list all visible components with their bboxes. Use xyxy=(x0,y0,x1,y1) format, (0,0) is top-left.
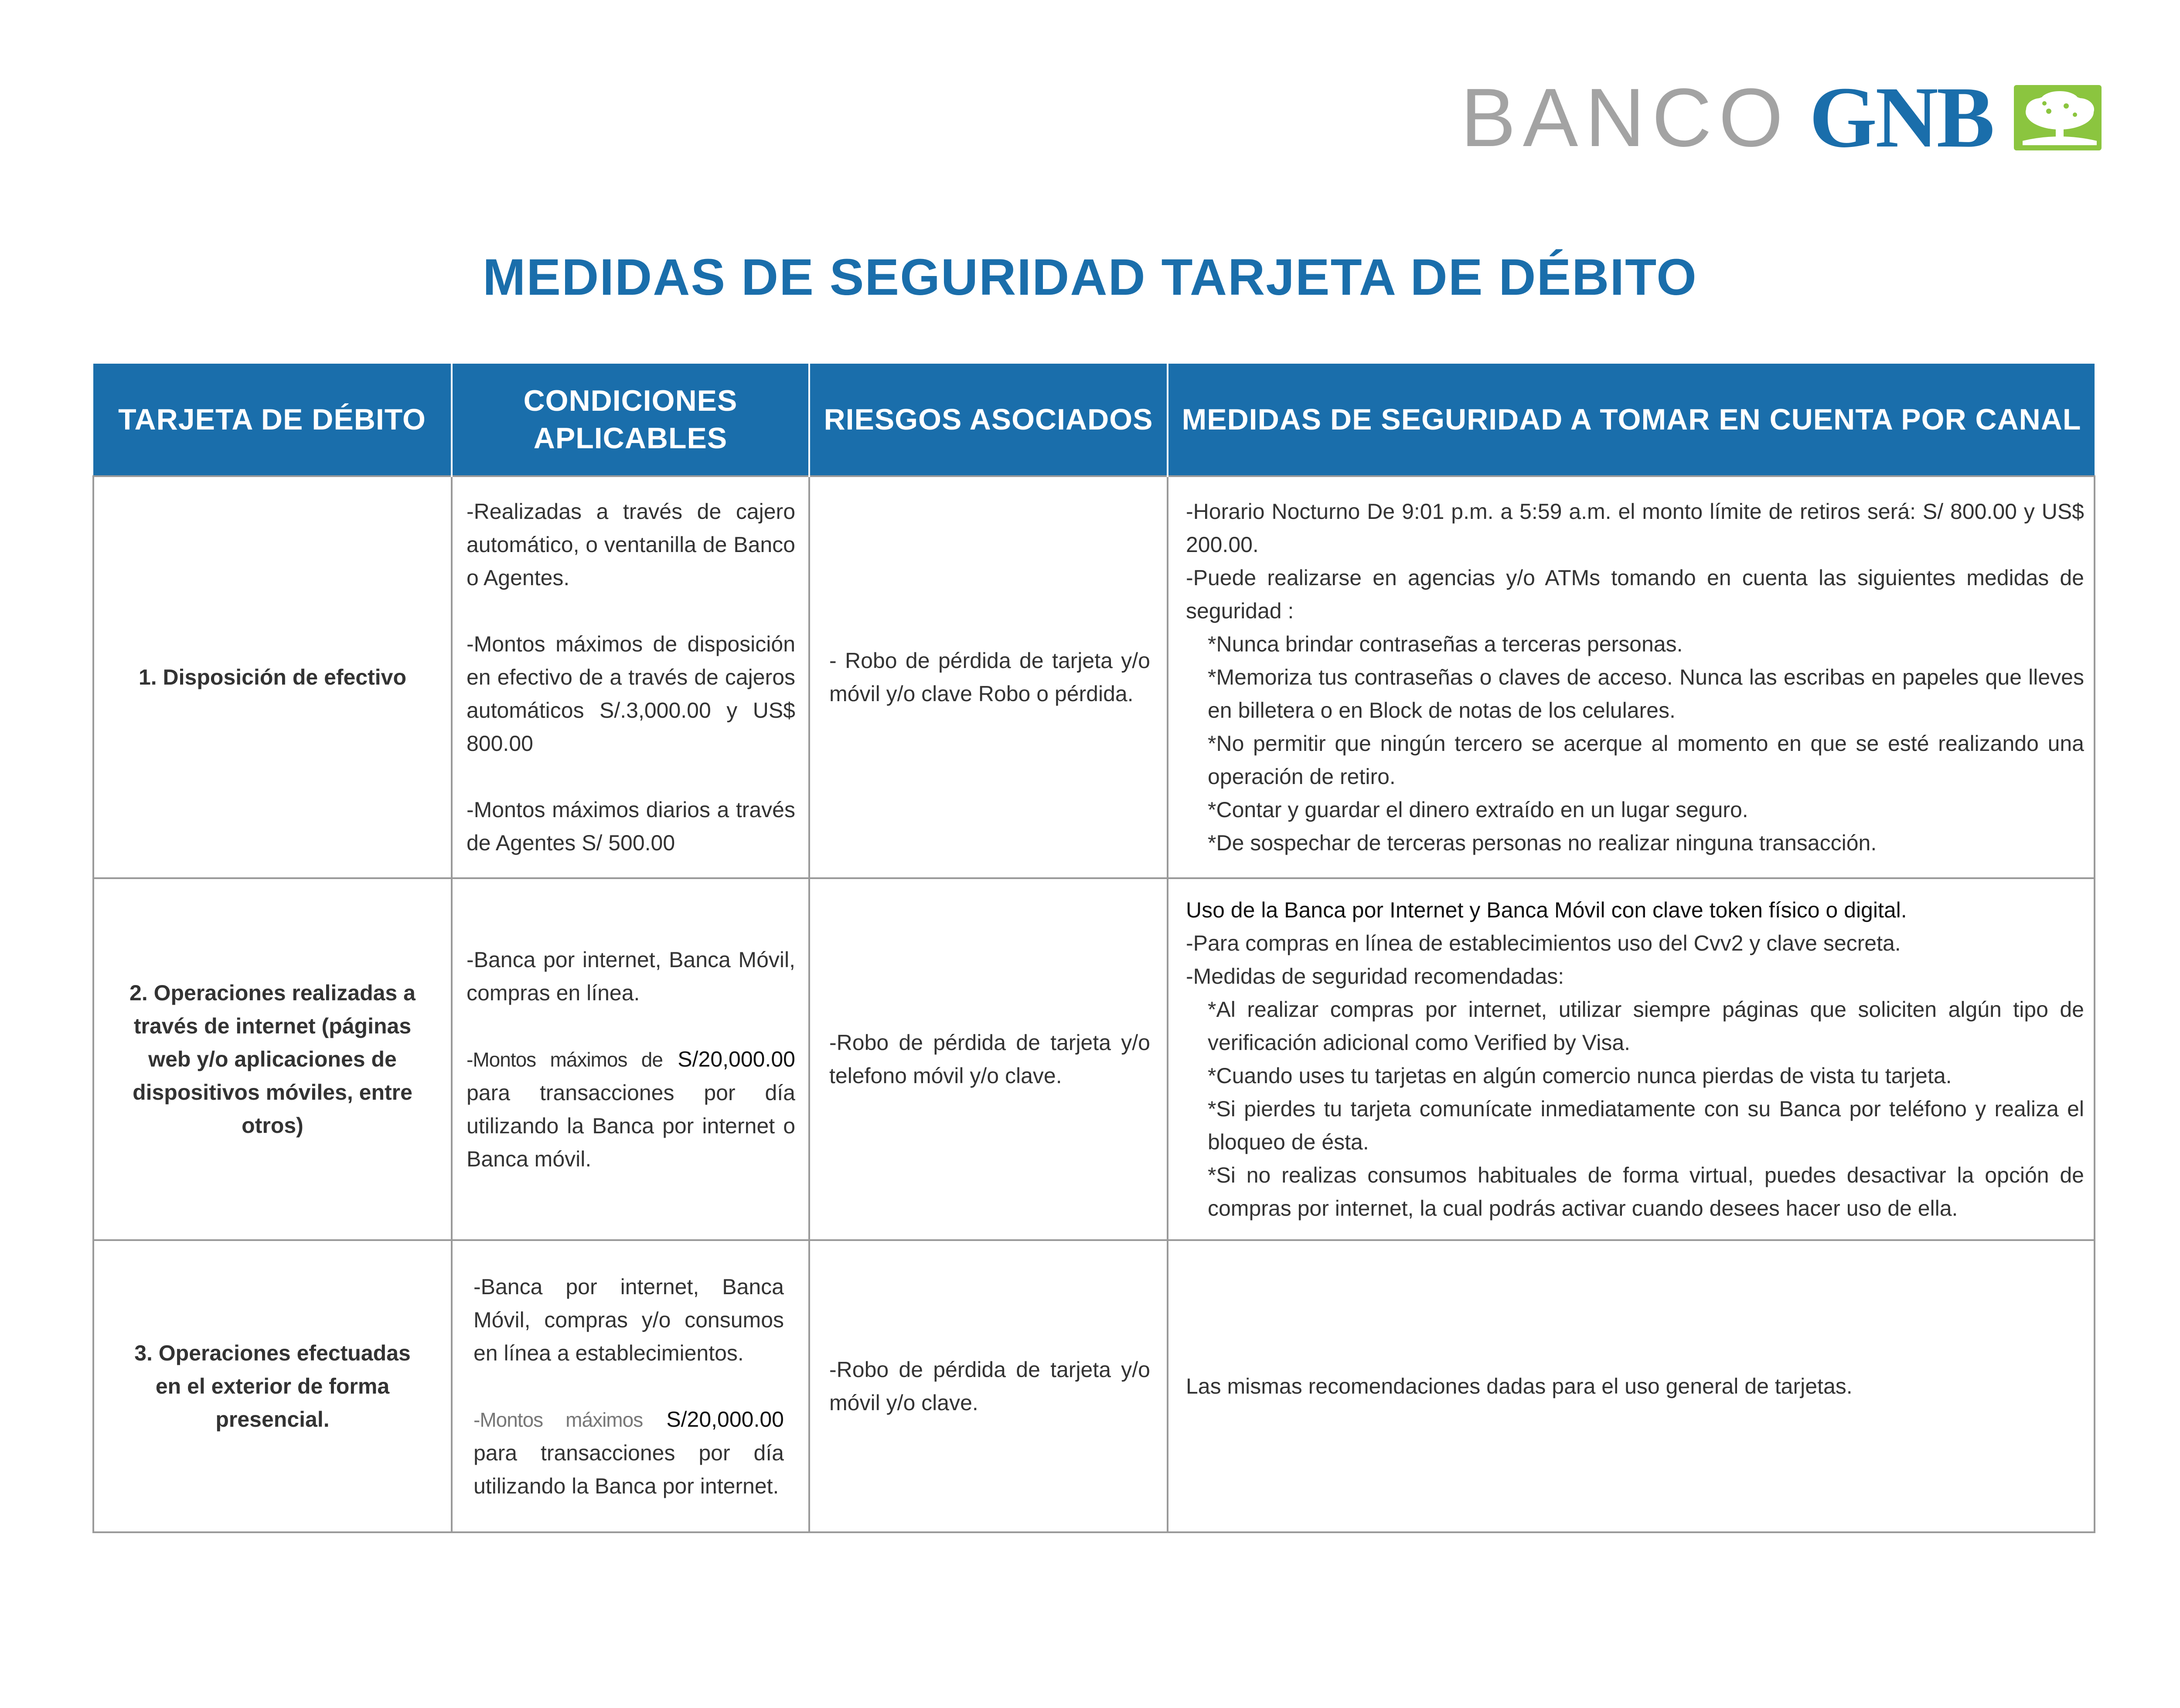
measure-text: *Nunca brindar contraseñas a terceras personas. xyxy=(1208,632,1683,656)
risks-cell: - Robo de pérdida de tarjeta y/o móvil y/o clave Robo o pérdida. xyxy=(809,476,1168,878)
measure-text: *Contar y guardar el dinero extraído en un lugar seguro. xyxy=(1208,798,1748,822)
measure-text: *Si no realizas consumos habituales de forma virtual, puedes desactivar la opción de compras por internet, la cual podrás activar cuando desees hacer uso de ella. xyxy=(1208,1163,2084,1220)
condition-amount-value: S/20,000.00 xyxy=(678,1047,795,1071)
measure-text: *Si pierdes tu tarjeta comunícate inmediatamente con su Banca por teléfono y realiza el bloqueo de ésta. xyxy=(1208,1097,2084,1154)
condition-text: -Banca por internet, Banca Móvil, compras en línea. xyxy=(467,947,795,1005)
card-type-cell: 3. Operaciones efectuadas en el exterior de forma presencial. xyxy=(93,1240,452,1532)
measure-text: -Horario Nocturno De 9:01 p.m. a 5:59 a.m. el monto límite de retiros será: S/ 800.00 y US$ 200.00. xyxy=(1186,499,2084,557)
header-riesgos: RIESGOS ASOCIADOS xyxy=(809,364,1168,476)
table-header-row xyxy=(93,364,2095,476)
measure-text: *Memoriza tus contraseñas o claves de acceso. Nunca las escribas en papeles que lleves en billetera o en Block de notas de los celulares. xyxy=(1208,665,2084,723)
conditions-cell xyxy=(452,1240,809,1532)
tree-icon xyxy=(2014,85,2102,150)
header-tarjeta-debito: TARJETA DE DÉBITO xyxy=(93,364,452,476)
measures-cell xyxy=(1168,878,2095,1240)
header-condiciones: CONDICIONES APLICABLES xyxy=(452,364,809,476)
measure-text: -Para compras en línea de establecimientos uso del Cvv2 y clave secreta. xyxy=(1186,931,1901,955)
condition-amount-suffix: para transacciones por día utilizando la Banca por internet. xyxy=(473,1440,784,1498)
conditions-cell xyxy=(452,878,809,1240)
logo-gnb-text: GNB xyxy=(1809,69,1993,166)
measures-cell xyxy=(1168,1240,2095,1532)
condition-amount-value: S/20,000.00 xyxy=(666,1407,784,1432)
measure-text: -Medidas de seguridad recomendadas: xyxy=(1186,964,1564,989)
condition-text: -Montos máximos de disposición en efectivo de a través de cajeros automáticos S/.3,000.00 y US$ 800.00 xyxy=(467,632,795,756)
security-measures-table xyxy=(92,364,2095,1533)
condition-text: -Banca por internet, Banca Móvil, compras y/o consumos en línea a establecimientos. xyxy=(473,1274,784,1365)
table-row xyxy=(93,476,2095,878)
condition-text: -Realizadas a través de cajero automático, o ventanilla de Banco o Agentes. xyxy=(467,499,795,590)
risks-cell: -Robo de pérdida de tarjeta y/o telefono móvil y/o clave. xyxy=(809,878,1168,1240)
measure-intro-text: Uso de la Banca por Internet y Banca Móvil con clave token físico o digital. xyxy=(1186,898,1907,922)
card-type-cell: 1. Disposición de efectivo xyxy=(93,476,452,878)
condition-amount-prefix: -Montos máximos xyxy=(473,1408,643,1431)
measure-text: *De sospechar de terceras personas no realizar ninguna transacción. xyxy=(1208,831,1877,855)
measure-text: *No permitir que ningún tercero se acerque al momento en que se esté realizando una operación de retiro. xyxy=(1208,731,2084,789)
header-medidas: MEDIDAS DE SEGURIDAD A TOMAR EN CUENTA POR CANAL xyxy=(1168,364,2095,476)
measure-text: -Puede realizarse en agencias y/o ATMs tomando en cuenta las siguientes medidas de seguridad : xyxy=(1186,566,2084,623)
risks-cell: -Robo de pérdida de tarjeta y/o móvil y/o clave. xyxy=(809,1240,1168,1532)
measure-text: *Al realizar compras por internet, utilizar siempre páginas que soliciten algún tipo de verificación adicional como Verified by Visa. xyxy=(1208,997,2084,1055)
condition-amount-text xyxy=(467,1043,795,1176)
condition-amount-suffix: para transacciones por día utilizando la Banca por internet o Banca móvil. xyxy=(467,1080,795,1171)
card-type-cell: 2. Operaciones realizadas a través de internet (páginas web y/o aplicaciones de dispositivos móviles, entre otros) xyxy=(93,878,452,1240)
measure-text: *Cuando uses tu tarjetas en algún comercio nunca pierdas de vista tu tarjeta. xyxy=(1208,1064,1952,1088)
conditions-cell xyxy=(452,476,809,878)
measure-text: Las mismas recomendaciones dadas para el uso general de tarjetas. xyxy=(1186,1374,1853,1398)
condition-amount-prefix: -Montos máximos de xyxy=(467,1048,663,1071)
bank-logo xyxy=(1461,69,2102,166)
table-row xyxy=(93,878,2095,1240)
measures-cell xyxy=(1168,476,2095,878)
table-row xyxy=(93,1240,2095,1532)
logo-banco-text: BANCO xyxy=(1461,72,1790,164)
condition-amount-text xyxy=(473,1403,784,1503)
page-title: MEDIDAS DE SEGURIDAD TARJETA DE DÉBITO xyxy=(483,249,1697,306)
condition-text: -Montos máximos diarios a través de Agentes S/ 500.00 xyxy=(467,798,795,855)
